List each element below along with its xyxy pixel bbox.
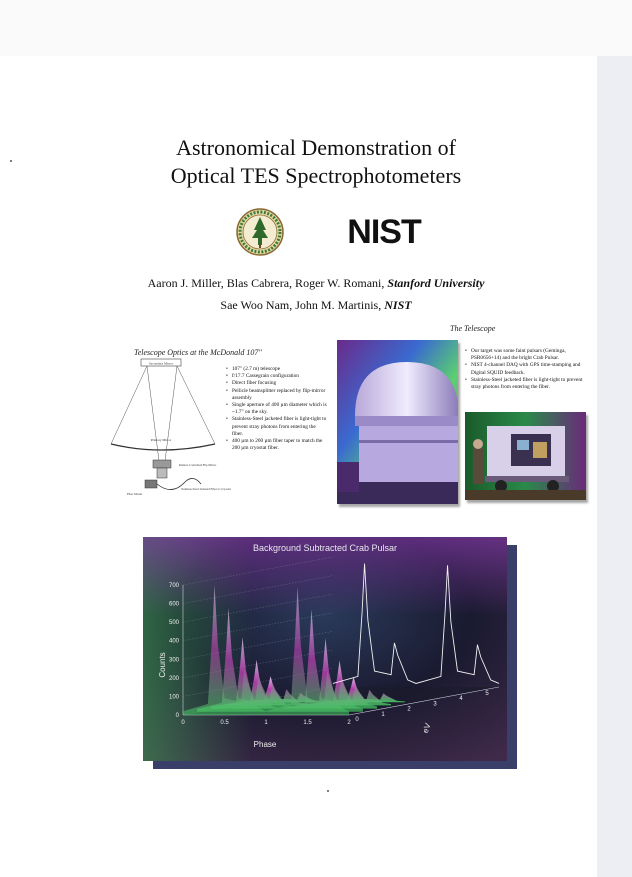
y-tick-label: 700 xyxy=(168,583,179,589)
optics-bullet: • 107" (2.7 m) telescope xyxy=(226,366,328,373)
optics-bullet: • 400 µm to 200 µm fiber taper to match the 200 µm cryostat fiber. xyxy=(226,438,328,452)
z-tick-label: 2 xyxy=(407,706,411,713)
y-tick-label: 0 xyxy=(175,713,179,719)
optics-bullet: • Single aperture of 400 µm diameter which is ~1.7" on the sky. xyxy=(226,402,328,416)
z-tick-label: 5 xyxy=(485,691,489,697)
plot-title: Background Subtracted Crab Pulsar xyxy=(252,543,398,553)
telescope-bullet: • NIST 4-channel DAQ with GPS time-stamping and Digital SQUID feedback. xyxy=(465,362,589,376)
optics-bullet: • Stainless-Steel jacketed fiber is light-tight to prevent stray photons from entering the fiber. xyxy=(226,416,328,438)
optics-bullet: • Direct fiber focusing xyxy=(226,380,328,387)
z-tick-label: 1 xyxy=(381,711,385,718)
x-tick-label: 1 xyxy=(264,720,268,726)
x-tick-label: 2 xyxy=(347,720,351,726)
poster-title-line1: Astronomical Demonstration of xyxy=(176,135,456,160)
z-tick-label: 4 xyxy=(459,696,463,703)
nist-logo-text: NIST xyxy=(347,214,421,248)
affiliation-nist: NIST xyxy=(384,298,412,312)
z-axis-label: eV xyxy=(420,722,433,735)
x-tick-label: 0.5 xyxy=(220,720,229,726)
plot-panel xyxy=(143,537,507,761)
daq-truck-photo xyxy=(465,412,586,500)
x-axis-label: Phase xyxy=(253,740,277,749)
y-tick-label: 400 xyxy=(168,638,179,645)
optics-bullet: • Pellicle beamsplitter replaced by flip-mirror assembly xyxy=(226,388,328,402)
scan-speck xyxy=(10,160,12,162)
y-tick-label: 100 xyxy=(168,694,179,701)
nist-logo xyxy=(336,214,432,248)
telescope-section-title: The Telescope xyxy=(450,324,496,333)
y-tick-label: 200 xyxy=(168,675,179,682)
affiliation-stanford: Stanford University xyxy=(387,276,485,290)
optics-bullet-list xyxy=(226,366,328,452)
crab-pulsar-plot xyxy=(143,537,515,770)
authors-nist xyxy=(0,297,632,313)
scan-speck xyxy=(327,790,329,792)
stanford-seal-logo xyxy=(236,208,284,256)
telescope-optics-diagram xyxy=(97,356,237,506)
authors-stanford-names: Aaron J. Miller, Blas Cabrera, Roger W. Romani, xyxy=(147,276,388,290)
y-axis-label: Counts xyxy=(158,652,167,678)
y-tick-label: 500 xyxy=(168,620,179,627)
telescope-bullet-list xyxy=(465,348,589,391)
telescope-bullet: • Stainless-Steel jacketed fiber is light-tight to prevent stray photons from entering the fiber. xyxy=(465,377,589,391)
y-tick-label: 300 xyxy=(168,657,179,664)
authors-nist-names: Sae Woo Nam, John M. Martinis, xyxy=(220,298,385,312)
optics-bullet: • f/17.7 Cassegrain configuration xyxy=(226,373,328,380)
label-jacketed-fiber: Stainless-Steel Jacketed Fiber to Cryostat xyxy=(181,487,231,491)
poster-title-line2: Optical TES Spectrophotometers xyxy=(170,163,462,188)
authors-stanford xyxy=(0,275,632,291)
plot-svg xyxy=(143,537,507,761)
x-tick-label: 0 xyxy=(181,720,185,726)
x-tick-label: 1.5 xyxy=(303,720,312,726)
label-primary-mirror: Primary Mirror xyxy=(150,438,172,442)
label-secondary-mirror: Secondary Mirror xyxy=(148,361,174,366)
telescope-bullet: • Our target was some faint pulsars (Geminga, PSR0656+14) and the bright Crab Pulsar. xyxy=(465,348,589,362)
z-tick-label: 0 xyxy=(355,717,359,723)
label-fiber-mount: Fiber Mount xyxy=(127,492,143,496)
scan-border-top xyxy=(0,0,632,56)
z-tick-label: 3 xyxy=(433,701,437,708)
optics-section-title: Telescope Optics at the McDonald 107" xyxy=(134,348,262,357)
observatory-dome-photo xyxy=(337,340,458,504)
label-flip-mirror: Remote Controlled Flip Mirror xyxy=(179,463,217,467)
y-tick-label: 600 xyxy=(168,601,179,608)
